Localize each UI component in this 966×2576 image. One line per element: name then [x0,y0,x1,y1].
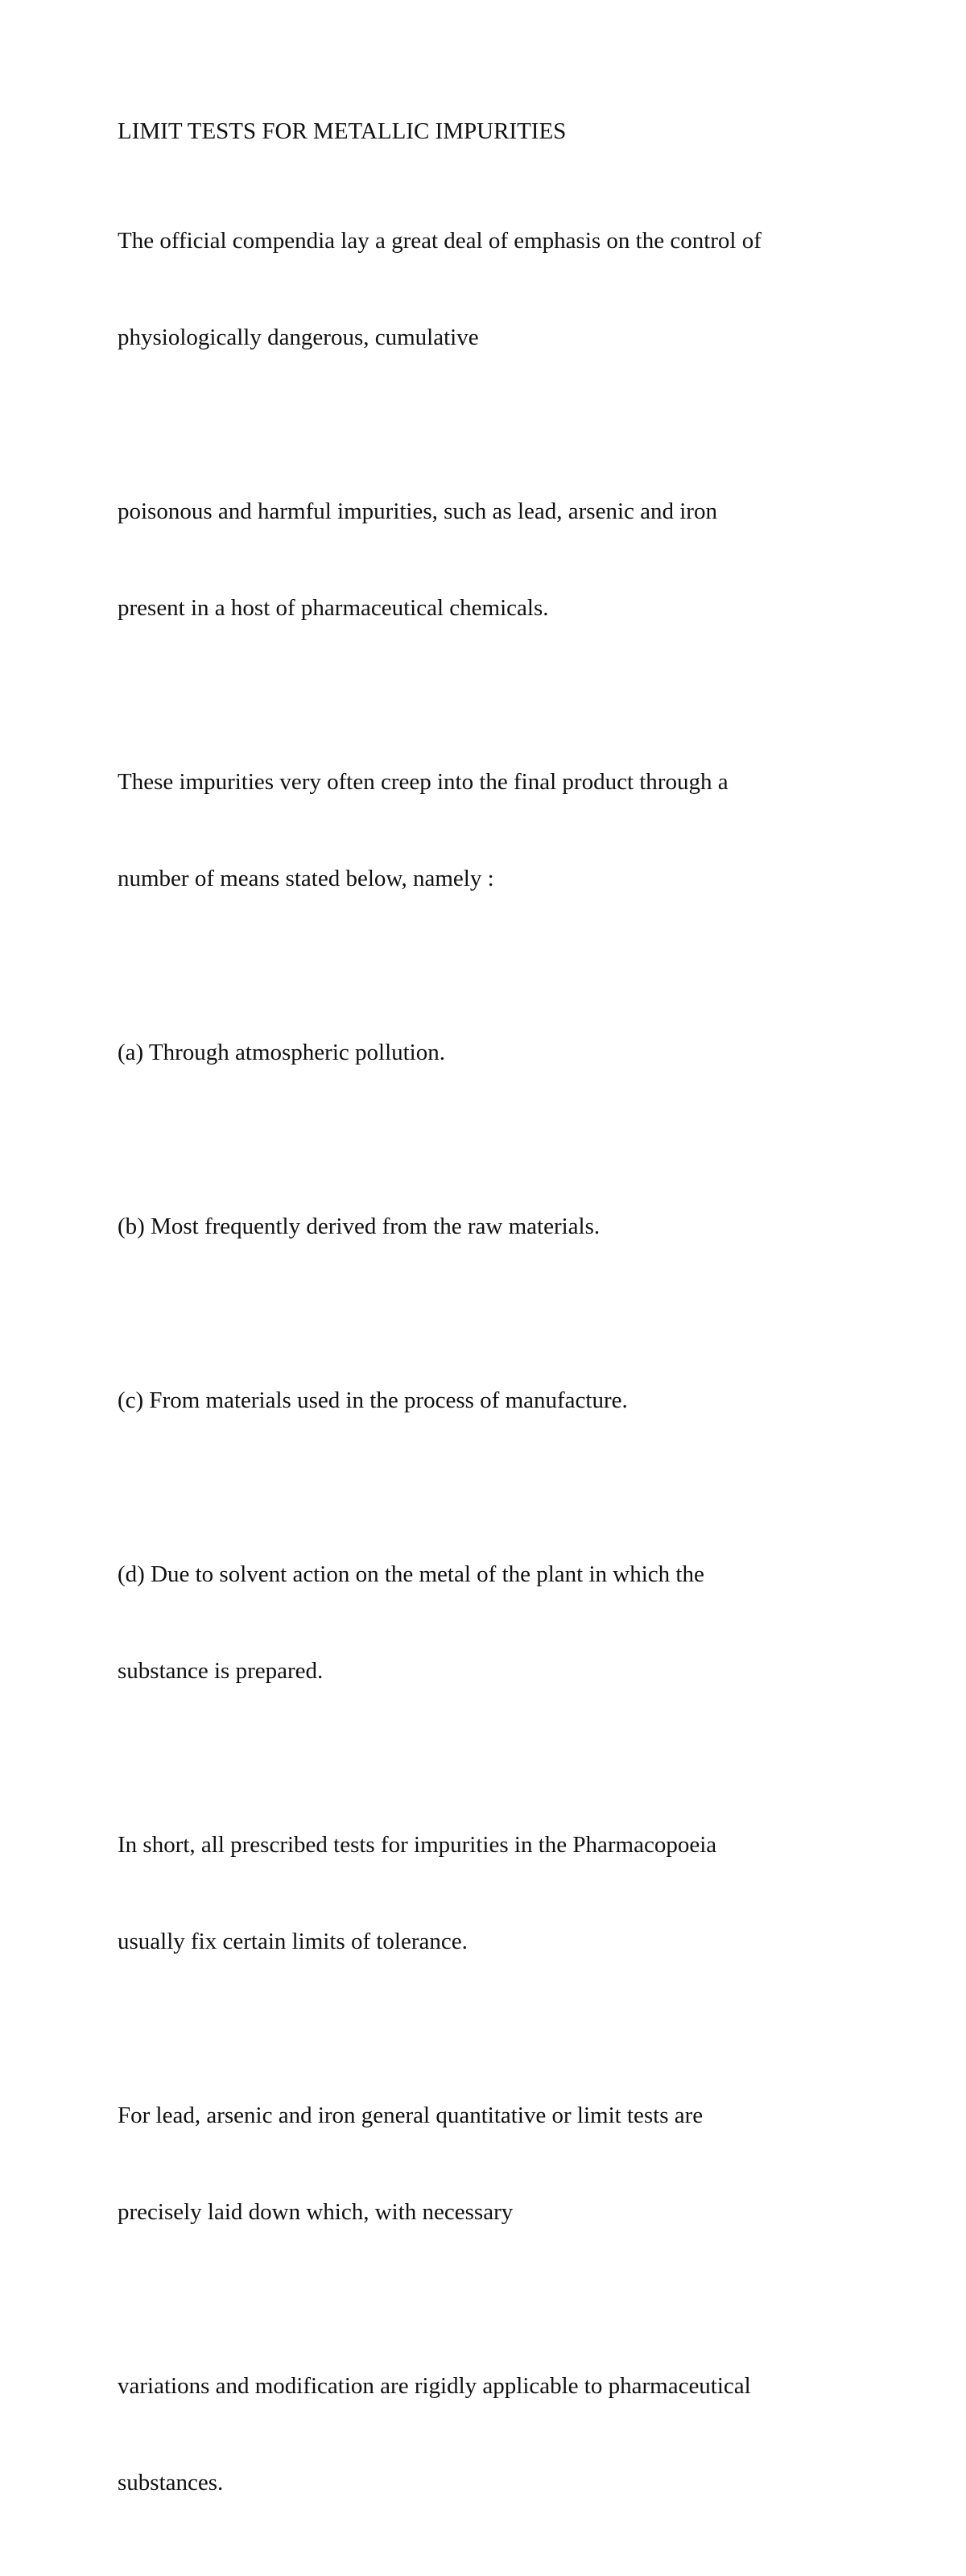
text-line: usually fix certain limits of tolerance. [118,1929,468,1954]
text-line: (c) From materials used in the process of manufacture. [118,1387,628,1413]
list-item [118,1320,858,1481]
paragraph [118,160,858,418]
text-line: variations and modification are rigidly applicable to pharmaceutical [118,2373,751,2399]
text-line: substances. [118,2470,224,2495]
paragraph [118,2305,858,2563]
text-line: These impurities very often creep into the final product through a [118,769,729,795]
list-item [118,1146,858,1307]
text-line: number of means stated below, namely : [118,866,494,891]
text-line: In short, all prescribed tests for impurities in the Pharmacopoeia [118,1832,717,1858]
text-line: precisely laid down which, with necessary [118,2199,514,2225]
text-line: The official compendia lay a great deal of emphasis on the control of [118,228,762,254]
document-title: LIMIT TESTS FOR METALLIC IMPURITIES [118,118,567,144]
list-item [118,1494,858,1751]
text-line: (a) Through atmospheric pollution. [118,1040,445,1065]
text-line: For lead, arsenic and iron general quantitative or limit tests are [118,2103,704,2128]
text-line: (b) Most frequently derived from the raw materials. [118,1214,601,1239]
text-line: physiologically dangerous, cumulative [118,325,479,350]
paragraph [118,431,858,688]
paragraph [118,1764,858,2022]
paragraph [118,701,858,959]
text-line: substance is prepared. [118,1658,324,1684]
document-body [118,115,858,2576]
text-line: present in a host of pharmaceutical chemicals. [118,595,549,621]
text-line: (d) Due to solvent action on the metal of the plant in which the [118,1561,704,1587]
paragraph [118,2035,858,2293]
text-line: poisonous and harmful impurities, such as lead, arsenic and iron [118,498,717,524]
list-item [118,972,858,1133]
